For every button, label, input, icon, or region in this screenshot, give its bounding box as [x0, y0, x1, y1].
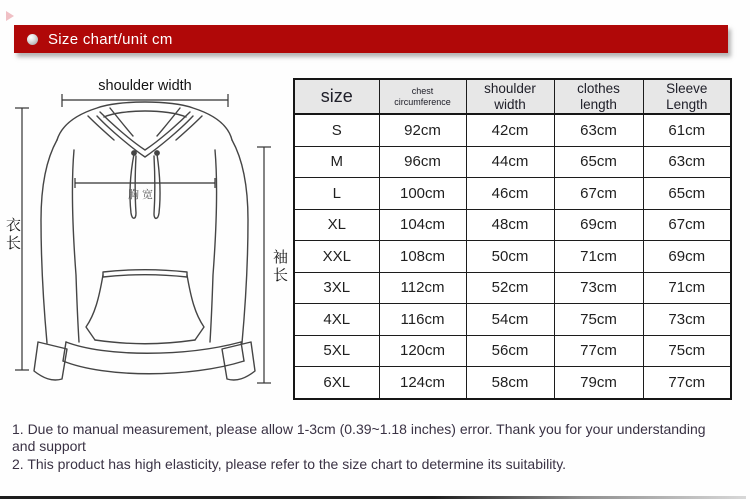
size-cell: 3XL — [294, 272, 379, 304]
sleeve-value-cell: 71cm — [643, 272, 731, 304]
size-table-row — [294, 335, 731, 367]
size-table-row — [294, 304, 731, 336]
size-table-row — [294, 272, 731, 304]
sleeve-value-cell: 61cm — [643, 114, 731, 146]
column-header-clothes-length: clothes length — [554, 79, 643, 114]
chest-value-cell: 100cm — [379, 178, 466, 210]
size-cell: S — [294, 114, 379, 146]
sleeve-value-cell: 75cm — [643, 335, 731, 367]
sleeve-value-cell: 73cm — [643, 304, 731, 336]
size-table-row — [294, 146, 731, 178]
size-cell: 5XL — [294, 335, 379, 367]
shoulder-width-label: shoulder width — [98, 78, 192, 94]
clothes-length-label: 衣长 — [4, 217, 21, 253]
column-header-sleeve-length: Sleeve Length — [643, 79, 731, 114]
clothes-value-cell: 67cm — [554, 178, 643, 210]
sleeve-value-cell: 63cm — [643, 146, 731, 178]
chest-value-cell: 116cm — [379, 304, 466, 336]
column-header-shoulder-width: shoulder width — [466, 79, 554, 114]
measurement-lines — [15, 94, 271, 383]
chest-value-cell: 108cm — [379, 241, 466, 273]
shoulder-value-cell: 42cm — [466, 114, 554, 146]
size-table-row — [294, 241, 731, 273]
ball-icon — [27, 34, 38, 45]
page-title: Size chart/unit cm — [48, 30, 173, 48]
column-header-chest-circumference: chest circumference — [379, 79, 466, 114]
shoulder-value-cell: 46cm — [466, 178, 554, 210]
bottom-divider — [0, 496, 746, 499]
chest-value-cell: 92cm — [379, 114, 466, 146]
chest-width-label: 胸宽 — [128, 189, 156, 201]
clothes-value-cell: 73cm — [554, 272, 643, 304]
shoulder-value-cell: 58cm — [466, 367, 554, 399]
hoodie-outline — [34, 102, 255, 380]
sleeve-length-label: 袖长 — [271, 249, 288, 285]
clothes-value-cell: 65cm — [554, 146, 643, 178]
size-cell: XL — [294, 209, 379, 241]
shoulder-value-cell: 56cm — [466, 335, 554, 367]
chest-value-cell: 112cm — [379, 272, 466, 304]
size-table — [293, 78, 732, 400]
chest-value-cell: 104cm — [379, 209, 466, 241]
size-table-row — [294, 367, 731, 399]
size-table-row — [294, 114, 731, 146]
shoulder-value-cell: 50cm — [466, 241, 554, 273]
hoodie-measurement-diagram — [0, 70, 290, 420]
clothes-value-cell: 71cm — [554, 241, 643, 273]
clothes-value-cell: 63cm — [554, 114, 643, 146]
clothes-value-cell: 77cm — [554, 335, 643, 367]
shoulder-value-cell: 54cm — [466, 304, 554, 336]
section-header-bar — [14, 25, 728, 53]
size-table-header-row — [294, 79, 731, 114]
shoulder-value-cell: 52cm — [466, 272, 554, 304]
clothes-value-cell: 69cm — [554, 209, 643, 241]
notes-section — [12, 421, 706, 473]
size-cell: 4XL — [294, 304, 379, 336]
clothes-value-cell: 75cm — [554, 304, 643, 336]
chest-value-cell: 124cm — [379, 367, 466, 399]
size-table-row — [294, 178, 731, 210]
size-cell: XXL — [294, 241, 379, 273]
sleeve-value-cell: 77cm — [643, 367, 731, 399]
size-table-row — [294, 209, 731, 241]
size-cell: L — [294, 178, 379, 210]
size-cell: 6XL — [294, 367, 379, 399]
column-header-size: size — [294, 79, 379, 114]
note-measurement-error: 1. Due to manual measurement, please allow 1-3cm (0.39~1.18 inches) error. Thank you for your understanding and support — [12, 421, 706, 454]
shoulder-value-cell: 44cm — [466, 146, 554, 178]
corner-mark-icon — [6, 11, 14, 21]
clothes-value-cell: 79cm — [554, 367, 643, 399]
sleeve-value-cell: 69cm — [643, 241, 731, 273]
sleeve-value-cell: 65cm — [643, 178, 731, 210]
chest-value-cell: 96cm — [379, 146, 466, 178]
chest-value-cell: 120cm — [379, 335, 466, 367]
shoulder-value-cell: 48cm — [466, 209, 554, 241]
sleeve-value-cell: 67cm — [643, 209, 731, 241]
note-elasticity: 2. This product has high elasticity, please refer to the size chart to determine its suitability. — [12, 456, 567, 472]
size-cell: M — [294, 146, 379, 178]
